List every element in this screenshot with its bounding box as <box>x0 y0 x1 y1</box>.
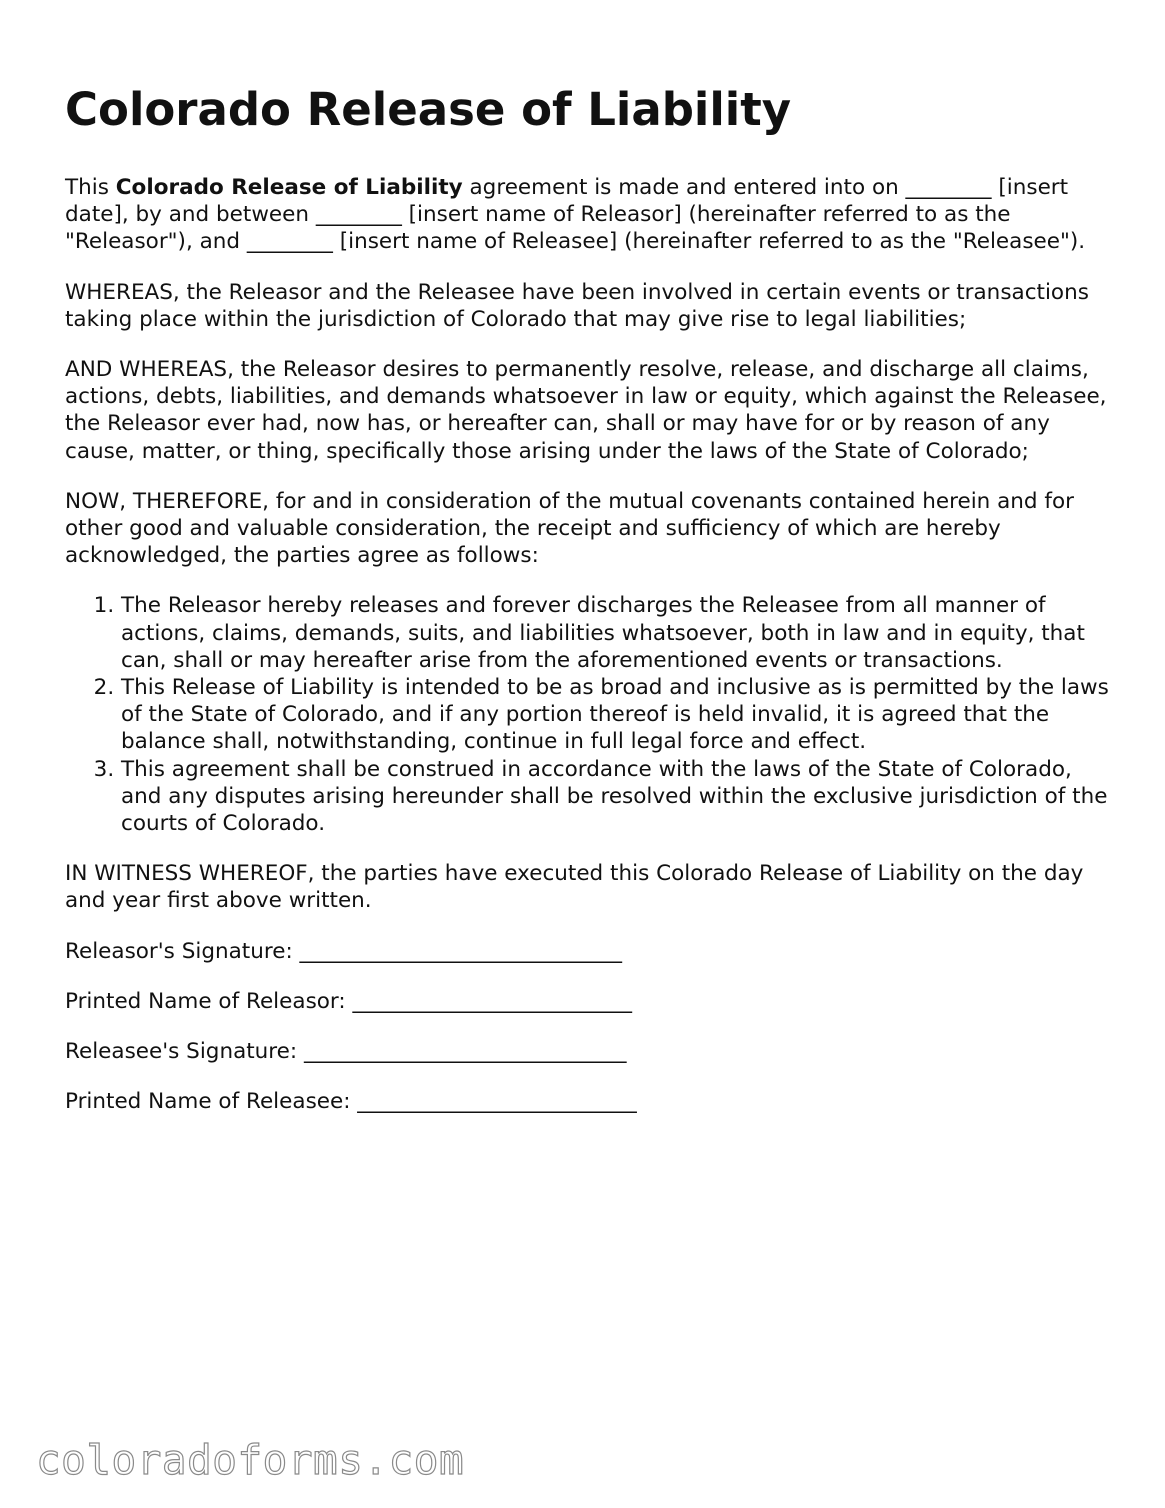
therefore-paragraph: NOW, THEREFORE, for and in consideration of the mutual covenants contained herein and for other good and valuable consideration, the receipt and sufficiency of which are hereby acknowledged, the parties agree as follows: <box>65 488 1074 569</box>
document-title: Colorado Release of Liability <box>65 83 792 136</box>
clause-item-2: 2. This Release of Liability is intended to be as broad and inclusive as is permitted by the laws of the State of Colorado, and if any portion thereof is held invalid, it is agreed that the balance shall, notwithstanding, continue in full legal force and effect. <box>121 674 1110 756</box>
clause-list <box>65 592 1110 837</box>
intro-paragraph <box>65 174 1110 256</box>
whereas-paragraph-2: AND WHEREAS, the Releasor desires to permanently resolve, release, and discharge all claims, actions, debts, liabilities, and demands whatsoever in law or equity, which against the Releasee, the Releasor ever had, now has, or hereafter can, shall or may have for or by reason of any cause, matter, or thing, specifically those arising under the laws of the State of Colorado; <box>65 357 1107 464</box>
site-watermark: coloradoforms.com <box>36 1436 465 1484</box>
clause-item-3: 3. This agreement shall be construed in accordance with the laws of the State of Colorado, and any disputes arising hereunder shall be resolved within the exclusive jurisdiction of the courts of Colorado. <box>121 756 1110 838</box>
clause-item-1: 1. The Releasor hereby releases and forever discharges the Releasee from all manner of actions, claims, demands, suits, and liabilities whatsoever, both in law and in equity, that can, shall or may hereafter arise from the aforementioned events or transactions. <box>121 592 1110 674</box>
whereas-paragraph-1: WHEREAS, the Releasor and the Releasee have been involved in certain events or transactions taking place within the jurisdiction of Colorado that may give rise to legal liabilities; <box>65 279 1089 332</box>
releasee-printed-name-line: Printed Name of Releasee: __________________________ <box>65 1088 637 1114</box>
intro-prefix: This <box>65 175 116 200</box>
witness-paragraph: IN WITNESS WHEREOF, the parties have executed this Colorado Release of Liability on the day and year first above written. <box>65 861 1084 914</box>
document-page <box>65 80 1110 1138</box>
releasor-signature-line: Releasor's Signature: ______________________________ <box>65 938 623 964</box>
releasor-printed-name-line: Printed Name of Releasor: __________________________ <box>65 988 632 1014</box>
intro-bold-title: Colorado Release of Liability <box>115 175 463 200</box>
intro-rest: agreement is made and entered into on ________ [insert date], by and between ________ [insert name of Releasor] (hereinafter referred to as the "Releasor"), and ________ [insert name of Releasee] (hereinafter referred to as the "Releasee"). <box>65 175 1086 255</box>
releasee-signature-line: Releasee's Signature: ______________________________ <box>65 1038 627 1064</box>
